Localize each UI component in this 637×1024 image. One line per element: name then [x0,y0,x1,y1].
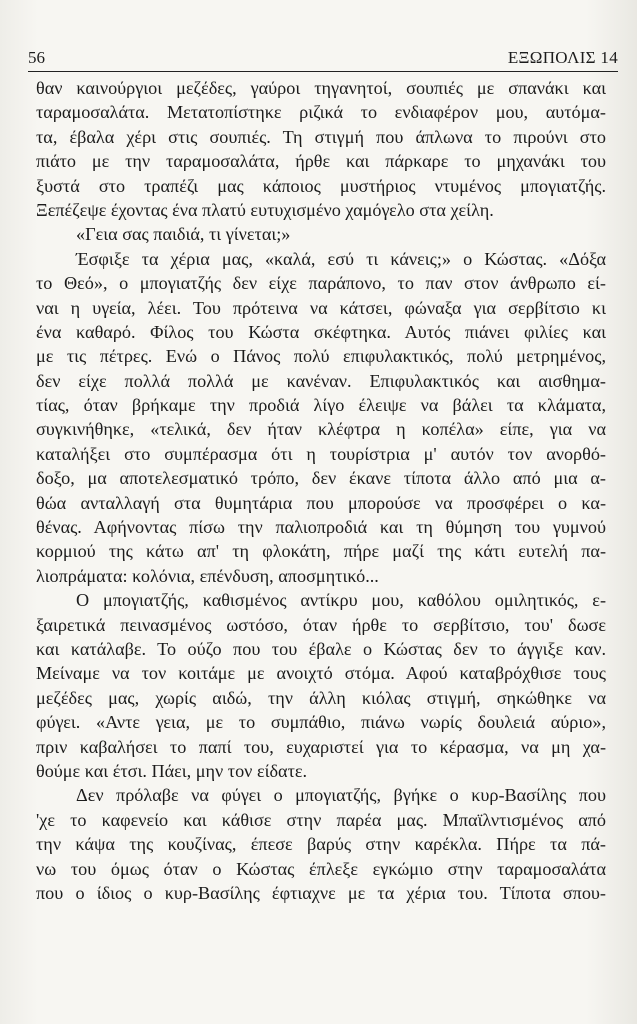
text-line: θαν καινούργιοι μεζέδες, γαύροι τηγανητοί, σουπιές με σπανάκι και [36,78,606,98]
text-line: Ο μπογιατζής, καθισμένος αντίκρυ μου, καθόλου ομιλητικός, ε- [76,590,606,611]
text-line: Ξεπέζεψε έχοντας ένα πλατύ ευτυχισμένο χαμόγελο στα χείλη. [36,199,494,220]
text-line: πριν καβαλήσει το παπί του, ευχαριστεί για το κέρασμα, να μη χα- [36,736,606,757]
text-line: Έσφιξε τα χέρια μας, «καλά, εσύ τι κάνεις;» ο Κώστας. «Δόξα [76,248,606,269]
text-line: ένα καθαρό. Φίλος του Κώστα σκέφτηκα. Αυτός πιάνει φιλίες και [36,321,606,342]
text-line: «Γεια σας παιδιά, τι γίνεται;» [76,224,291,245]
text-line: νω του όμως όταν ο Κώστας έπλεξε εγκώμιο στην ταραμοσαλάτα [36,858,606,879]
text-line: τίας, όταν βρήκαμε την προδιά λίγο έλειψε να βάλει τα κλάματα, [36,395,606,416]
text-line: το Θεό», ο μπογιατζής δεν είχε παράπονο, το παν στον άνθρωπο εί- [36,273,606,294]
text-line: δοξο, μα αποτελεσματικό τρόπο, δεν έκανε τίποτα άλλο από μια α- [36,468,606,489]
running-title: ΕΞΩΠΟΛΙΣ 14 [507,48,618,67]
text-line: θένας. Αφήνοντας πίσω την παλιοπροδιά και τη θύμηση του γυμνού [36,517,606,538]
text-line: που ο ίδιος ο κυρ-Βασίλης έφτιαχνε με τα χέρια του. Τίποτα σπου- [36,882,606,903]
text-line: δεν είχε πολλά πολλά με κανέναν. Επιφυλακτικός και αισθημα- [36,370,606,391]
text-line: Δεν πρόλαβε να φύγει ο μπογιατζής, βγήκε ο κυρ-Βασίλης που [76,785,606,806]
header-rule [28,71,618,72]
text-line: με τις πέτρες. Ενώ ο Πάνος πολύ επιφυλακτικός, πολύ μετρημένος, [36,346,606,367]
text-line: τα, έβαλα χέρι στις σουπιές. Τη στιγμή που άπλωνα το πιρούνι στο [36,126,606,147]
text-line: καταλήξει στο συμπέρασμα ότι η τουρίστρια μ' αυτόν τον ανορθό- [36,443,606,464]
page-header [28,44,618,70]
text-line: ξαιρετικά πεινασμένος ωστόσο, όταν ήρθε το σερβίτσιο, του' δωσε [36,614,606,635]
text-line: φύγει. «Αντε γεια, με το συμπάθιο, πιάνω νωρίς δουλειά αύριο», [36,712,606,733]
text-line: ταραμοσαλάτα. Μετατοπίστηκε ριζικά το ενδιαφέρον μου, αυτόμα- [36,102,606,123]
text-line: λιοπράματα: κολόνια, επένδυση, αποσμητικό... [36,565,379,586]
text-line: ξυστά στο τραπέζι μας κάποιος μυστήριος ντυμένος μπογιατζής. [36,175,606,196]
text-line: την κάψα της κουζίνας, έπεσε βαρύς στην καρέκλα. Πήρε τα πά- [36,834,606,855]
text-line: θούμε και έτσι. Πάει, μην τον είδατε. [36,760,308,781]
text-line: μεζέδες μας, χωρίς αιδώ, την άλλη κιόλας στιγμή, σηκώθηκε να [36,687,606,708]
text-line: πιάτο με την ταραμοσαλάτα, ήρθε και πάρκαρε το μηχανάκι του [36,151,606,172]
text-line: θώα ανταλλαγή στα θυμητάρια που μπορούσε να προσφέρει ο κα- [36,492,606,513]
text-line: ναι η υγεία, λέει. Του πρότεινα να κάτσει, φώναξα για σερβίτσιο κι [36,297,606,318]
text-line: 'χε το καφενείο και κάθισε στην παρέα μας. Μπαϊλντισμένος από [36,809,606,830]
page-number: 56 [28,48,45,67]
text-line: συγκινήθηκε, «τελικά, δεν ήταν κλέφτρα η κοπέλα» είπε, για να [36,419,606,440]
text-line: και κατάλαβε. Το ούζο που του έβαλε ο Κώστας δεν το άγγιξε καν. [36,638,606,659]
body-text [36,76,606,905]
text-line: Μείναμε να τον κοιτάμε με ανοιχτό στόμα. Αφού καταβρόχθισε τους [36,663,606,684]
text-line: κορμιού της κάτω απ' τη φλοκάτη, πήρε μαζί της κάτι ευτελή πα- [36,541,606,562]
